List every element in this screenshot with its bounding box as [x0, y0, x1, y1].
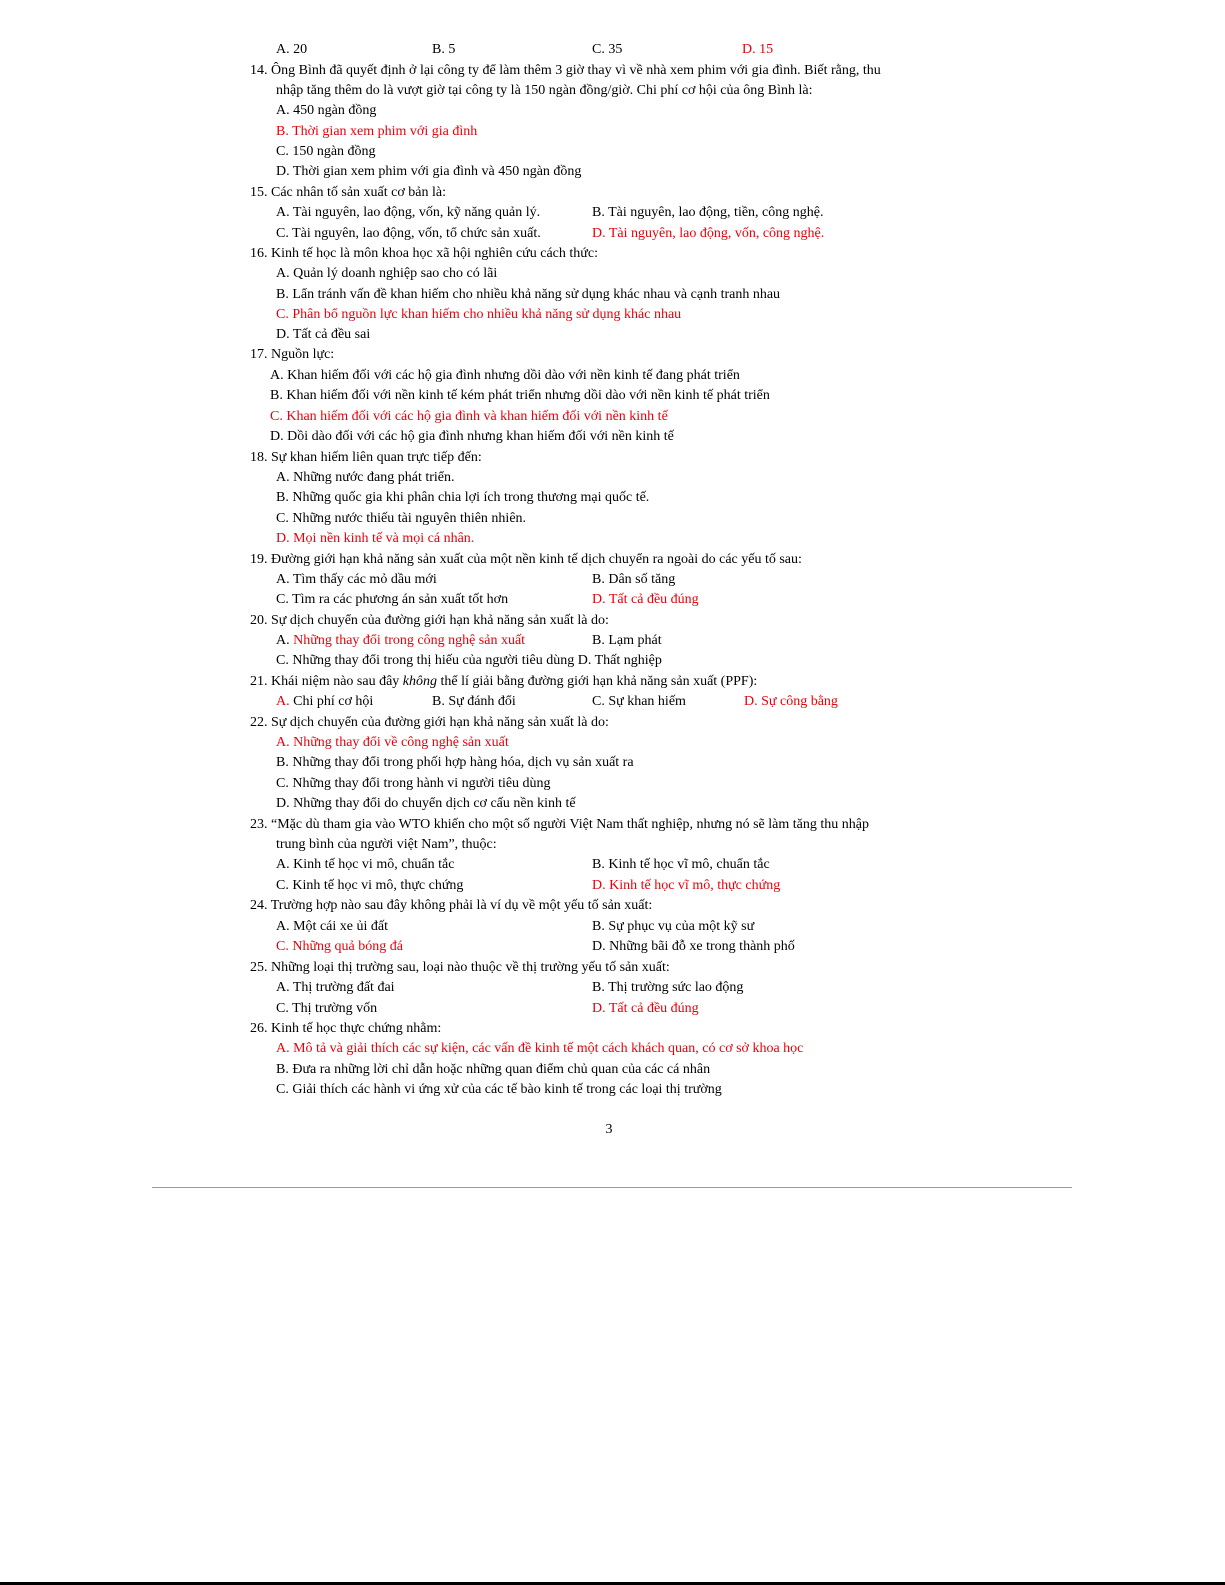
- q13-option-c: C. 35: [592, 42, 623, 57]
- q20-option-a-answer: Những thay đổi trong công nghệ sản xuất: [293, 633, 526, 648]
- q24-option-c-answer: C. Những quả bóng đá: [276, 939, 403, 954]
- q19-option-b: B. Dân số tăng: [592, 572, 676, 587]
- q19-option-d-answer: D. Tất cả đều đúng: [592, 592, 699, 607]
- q25-option-a: A. Thị trường đất đai: [276, 980, 395, 995]
- q22-option-a-answer: A. Những thay đổi về công nghệ sản xuất: [276, 735, 509, 750]
- q24-option-b: B. Sự phục vụ của một kỹ sư: [592, 919, 755, 934]
- q15-option-b: B. Tài nguyên, lao động, tiền, công nghệ.: [592, 205, 824, 220]
- page-divider: [152, 1187, 1072, 1188]
- q18-option-a: A. Những nước đang phát triển.: [276, 470, 455, 485]
- q21-stem-pre: 21. Khái niệm nào sau đây: [250, 674, 403, 689]
- q15-option-d-answer: D. Tài nguyên, lao động, vốn, công nghệ.: [592, 226, 825, 241]
- q22-option-c: C. Những thay đổi trong hành vi người tiêu dùng: [276, 776, 551, 791]
- q18-stem: 18. Sự khan hiếm liên quan trực tiếp đến:: [250, 450, 482, 465]
- q24-option-a: A. Một cái xe ủi đất: [276, 919, 388, 934]
- q16-option-d: D. Tất cả đều sai: [276, 327, 371, 342]
- q23-stem-cont: trung bình của người việt Nam”, thuộc:: [276, 837, 497, 852]
- q18-option-c: C. Những nước thiếu tài nguyên thiên nhiên.: [276, 511, 527, 526]
- q14-option-d: D. Thời gian xem phim với gia đình và 450 ngàn đồng: [276, 164, 582, 179]
- q25-option-c: C. Thị trường vốn: [276, 1001, 378, 1016]
- q21-stem-emphasis: không: [402, 674, 438, 689]
- q17-option-c-answer: C. Khan hiếm đối với các hộ gia đình và khan hiếm đối với nền kinh tế: [270, 409, 668, 424]
- q22-option-b: B. Những thay đổi trong phối hợp hàng hóa, dịch vụ sản xuất ra: [276, 755, 634, 770]
- q14-option-a: A. 450 ngàn đồng: [276, 103, 377, 118]
- q23-option-c: C. Kinh tế học vi mô, thực chứng: [276, 878, 464, 893]
- q26-stem: 26. Kinh tế học thực chứng nhằm:: [250, 1021, 442, 1036]
- q16-option-c-answer: C. Phân bổ nguồn lực khan hiếm cho nhiều khả năng sử dụng khác nhau: [276, 307, 682, 322]
- q22-option-d: D. Những thay đổi do chuyển dịch cơ cấu nền kinh tế: [276, 796, 576, 811]
- q21-stem-post: thể lí giải bằng đường giới hạn khả năng sản xuất (PPF):: [437, 674, 758, 689]
- q20-option-a: [276, 631, 525, 651]
- q15-option-a: A. Tài nguyên, lao động, vốn, kỹ năng quản lý.: [276, 205, 541, 220]
- q23-stem: 23. “Mặc dù tham gia vào WTO khiến cho một số người Việt Nam thất nghiệp, nhưng nó sẽ làm tăng thu nhập: [250, 817, 869, 832]
- q25-stem: 25. Những loại thị trường sau, loại nào thuộc về thị trường yếu tố sản xuất:: [250, 960, 670, 975]
- q21-option-a-text: Chi phí cơ hội: [293, 694, 374, 709]
- q19-option-c: C. Tìm ra các phương án sản xuất tốt hơn: [276, 592, 509, 607]
- q21-option-c: C. Sự khan hiếm: [592, 694, 686, 709]
- q17-stem: 17. Nguồn lực:: [250, 347, 335, 362]
- q22-stem: 22. Sự dịch chuyển của đường giới hạn khả năng sản xuất là do:: [250, 715, 609, 730]
- q17-option-b: B. Khan hiếm đối với nền kinh tế kém phát triển nhưng dồi dào với nền kinh tế phát triển: [270, 388, 770, 403]
- q20-stem: 20. Sự dịch chuyển của đường giới hạn khả năng sản xuất là do:: [250, 613, 609, 628]
- q26-option-b: B. Đưa ra những lời chỉ dẫn hoặc những quan điểm chủ quan của các cá nhân: [276, 1062, 711, 1077]
- q23-option-a: A. Kinh tế học vi mô, chuẩn tắc: [276, 857, 455, 872]
- q18-option-d-answer: D. Mọi nền kinh tế và mọi cá nhân.: [276, 531, 475, 546]
- q19-option-a: A. Tìm thấy các mỏ dầu mới: [276, 572, 437, 587]
- q21-option-a: [276, 692, 373, 712]
- q14-option-b-answer: B. Thời gian xem phim với gia đình: [276, 124, 478, 139]
- q15-stem: 15. Các nhân tố sản xuất cơ bản là:: [250, 185, 446, 200]
- q25-option-d-answer: D. Tất cả đều đúng: [592, 1001, 699, 1016]
- q16-option-b: B. Lẩn tránh vấn đề khan hiếm cho nhiều khả năng sử dụng khác nhau và cạnh tranh nhau: [276, 287, 781, 302]
- q24-stem: 24. Trường hợp nào sau đây không phải là ví dụ về một yếu tố sản xuất:: [250, 898, 653, 913]
- q23-option-d-answer: D. Kinh tế học vĩ mô, thực chứng: [592, 878, 781, 893]
- page-number: 3: [605, 1122, 613, 1137]
- q13-option-b: B. 5: [432, 42, 456, 57]
- q21-option-a-letter: A.: [276, 694, 290, 709]
- q21-option-d-answer: D. Sự công bằng: [744, 694, 838, 709]
- q14-option-c: C. 150 ngàn đồng: [276, 144, 376, 159]
- q21-option-b: B. Sự đánh đổi: [432, 694, 516, 709]
- q13-option-d-answer: D. 15: [742, 42, 774, 57]
- q17-option-d: D. Dồi dào đối với các hộ gia đình nhưng khan hiếm đối với nền kinh tế: [270, 429, 674, 444]
- q18-option-b: B. Những quốc gia khi phân chia lợi ích trong thương mại quốc tế.: [276, 490, 650, 505]
- q23-option-b: B. Kinh tế học vĩ mô, chuẩn tắc: [592, 857, 770, 872]
- q25-option-b: B. Thị trường sức lao động: [592, 980, 744, 995]
- q26-option-a-answer: A. Mô tả và giải thích các sự kiện, các vấn đề kinh tế một cách khách quan, có cơ sở khoa học: [276, 1041, 804, 1056]
- q21-stem: [250, 672, 757, 692]
- q14-stem-cont: nhập tăng thêm do là vượt giờ tại công ty là 150 ngàn đồng/giờ. Chi phí cơ hội của ông Bình là:: [276, 83, 813, 98]
- q16-option-a: A. Quản lý doanh nghiệp sao cho có lãi: [276, 266, 498, 281]
- q19-stem: 19. Đường giới hạn khả năng sản xuất của một nền kinh tế dịch chuyển ra ngoài do các yếu tố sau:: [250, 552, 802, 567]
- q20-option-c-d: C. Những thay đổi trong thị hiếu của người tiêu dùng D. Thất nghiệp: [276, 653, 662, 668]
- q16-stem: 16. Kinh tế học là môn khoa học xã hội nghiên cứu cách thức:: [250, 246, 598, 261]
- q17-option-a: A. Khan hiếm đối với các hộ gia đình nhưng dồi dào với nền kinh tế đang phát triển: [270, 368, 740, 383]
- q14-stem: 14. Ông Bình đã quyết định ở lại công ty để làm thêm 3 giờ thay vì về nhà xem phim với gia đình. Biết rằng, thu: [250, 63, 881, 78]
- q20-option-a-letter: A.: [276, 633, 290, 648]
- q26-option-c: C. Giải thích các hành vi ứng xử của các tế bào kinh tế trong các loại thị trường: [276, 1082, 722, 1097]
- q20-option-b: B. Lạm phát: [592, 633, 662, 648]
- q13-option-a: A. 20: [276, 42, 308, 57]
- q15-option-c: C. Tài nguyên, lao động, vốn, tổ chức sản xuất.: [276, 226, 541, 241]
- q24-option-d: D. Những bãi đỗ xe trong thành phố: [592, 939, 795, 954]
